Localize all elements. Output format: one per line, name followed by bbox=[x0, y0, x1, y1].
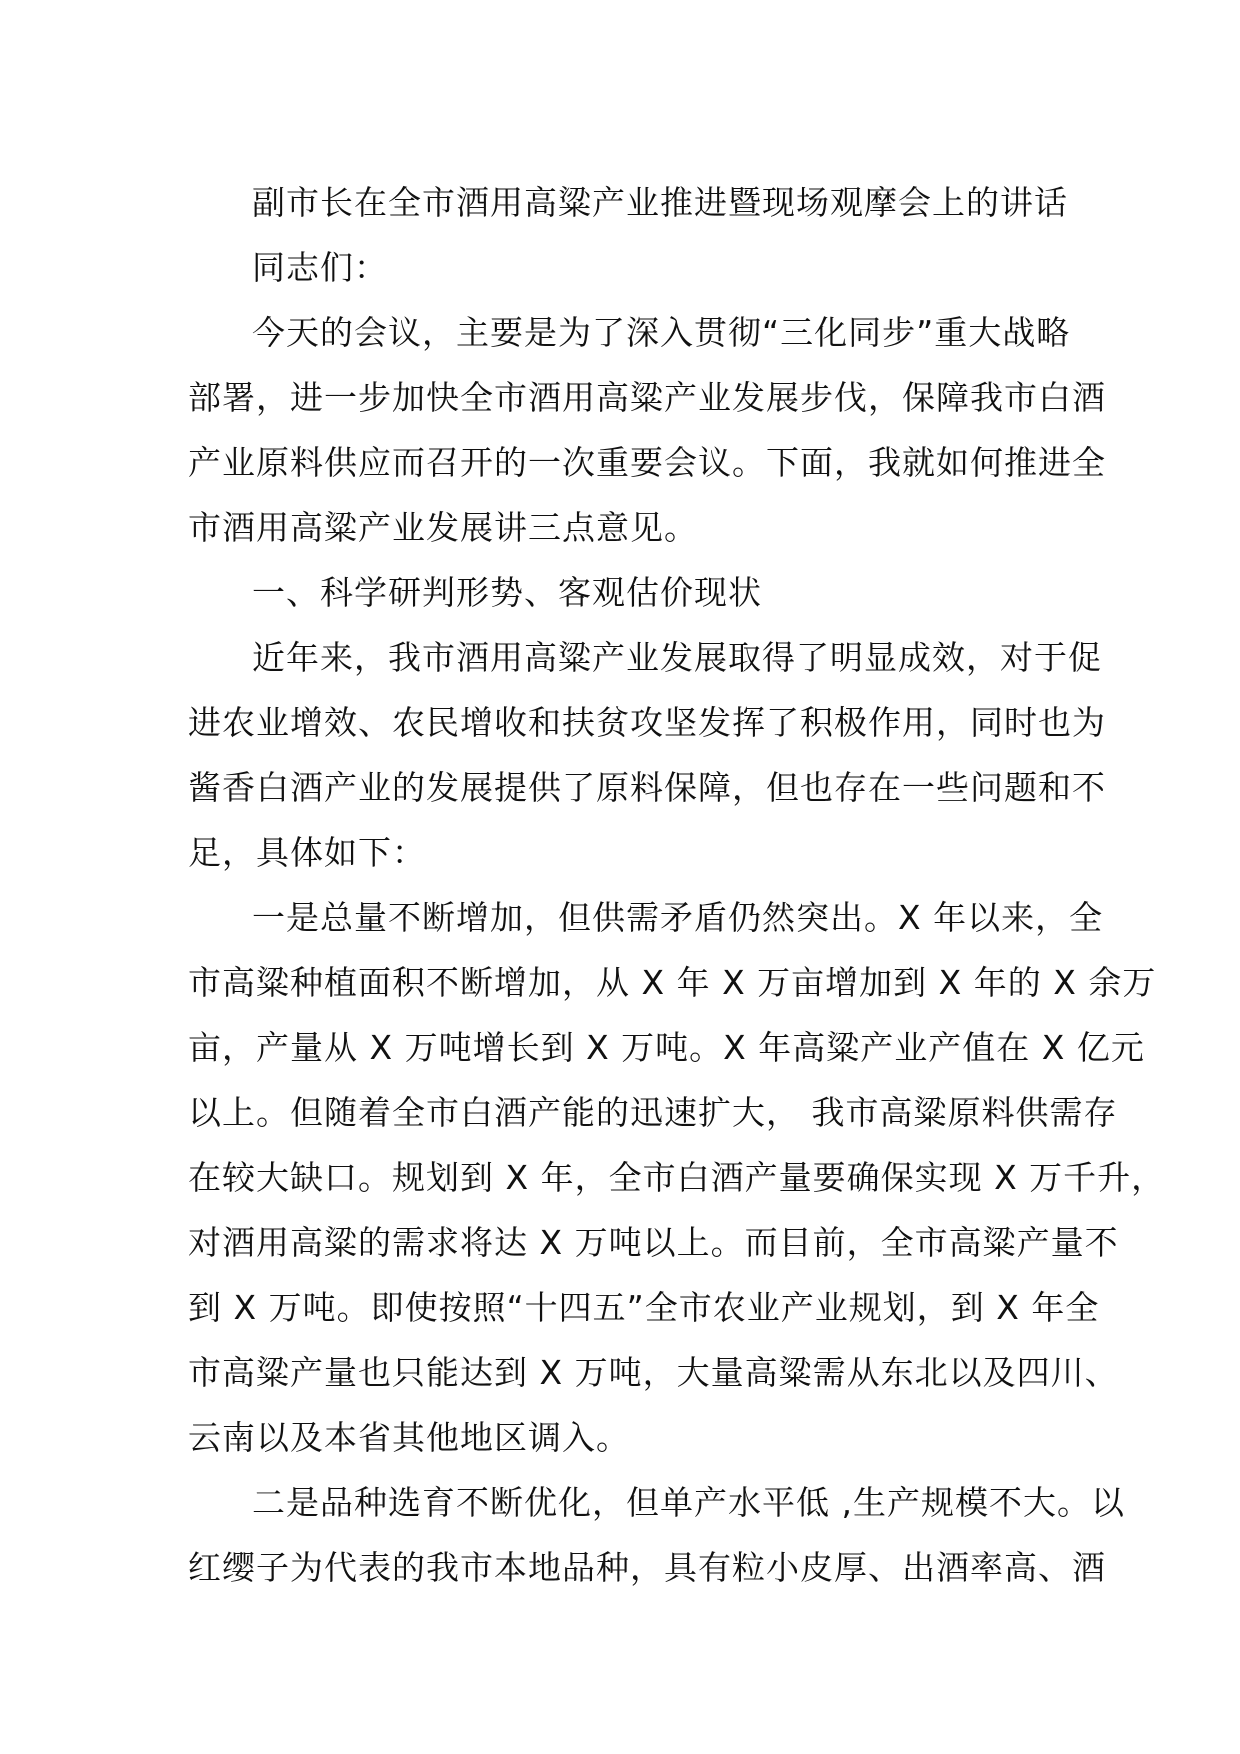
paragraph-2 bbox=[188, 625, 1106, 885]
text-line: 在较大缺口。规划到 X 年，全市白酒产量要确保实现 X 万千升， bbox=[188, 1158, 1166, 1197]
paragraph-4 bbox=[188, 1470, 1125, 1600]
text-line: 部署，进一步加快全市酒用高粱产业发展步伐，保障我市白酒 bbox=[188, 378, 1106, 417]
text-line: 足，具体如下： bbox=[188, 833, 426, 872]
salutation: 同志们： bbox=[252, 248, 388, 287]
document-title: 副市长在全市酒用高粱产业推进暨现场观摩会上的讲话 bbox=[252, 183, 1068, 222]
paragraph-1 bbox=[188, 300, 1106, 560]
document-page bbox=[188, 170, 1166, 1600]
text-line: 到 X 万吨。即使按照“十四五”全市农业产业规划，到 X 年全 bbox=[188, 1288, 1100, 1327]
section-heading-1: 一、科学研判形势、客观估价现状 bbox=[252, 573, 762, 612]
text-line: 酱香白酒产业的发展提供了原料保障，但也存在一些问题和不 bbox=[188, 768, 1106, 807]
text-line: 产业原料供应而召开的一次重要会议。下面，我就如何推进全 bbox=[188, 443, 1106, 482]
text-line: 红缨子为代表的我市本地品种，具有粒小皮厚、出酒率高、酒 bbox=[188, 1548, 1106, 1587]
text-line: 市酒用高粱产业发展讲三点意见。 bbox=[188, 508, 698, 547]
text-line: 亩，产量从 X 万吨增长到 X 万吨。X 年高粱产业产值在 X 亿元 bbox=[188, 1028, 1145, 1067]
text-line: 云南以及本省其他地区调入。 bbox=[188, 1418, 630, 1457]
text-line: 进农业增效、农民增收和扶贫攻坚发挥了积极作用，同时也为 bbox=[188, 703, 1106, 742]
text-line: 今天的会议，主要是为了深入贯彻“三化同步”重大战略 bbox=[252, 313, 1071, 352]
paragraph-3 bbox=[188, 885, 1166, 1470]
text-line: 市高粱种植面积不断增加，从 X 年 X 万亩增加到 X 年的 X 余万 bbox=[188, 963, 1157, 1002]
text-line: 近年来，我市酒用高粱产业发展取得了明显成效，对于促 bbox=[252, 638, 1102, 677]
text-line: 以上。但随着全市白酒产能的迅速扩大， 我市高粱原料供需存 bbox=[188, 1093, 1118, 1132]
text-line: 二是品种选育不断优化，但单产水平低 ,生产规模不大。以 bbox=[252, 1483, 1125, 1522]
text-line: 一是总量不断增加，但供需矛盾仍然突出。X 年以来，全 bbox=[252, 898, 1104, 937]
text-line: 市高粱产量也只能达到 X 万吨，大量高粱需从东北以及四川、 bbox=[188, 1353, 1119, 1392]
text-line: 对酒用高粱的需求将达 X 万吨以上。而目前，全市高粱产量不 bbox=[188, 1223, 1119, 1262]
